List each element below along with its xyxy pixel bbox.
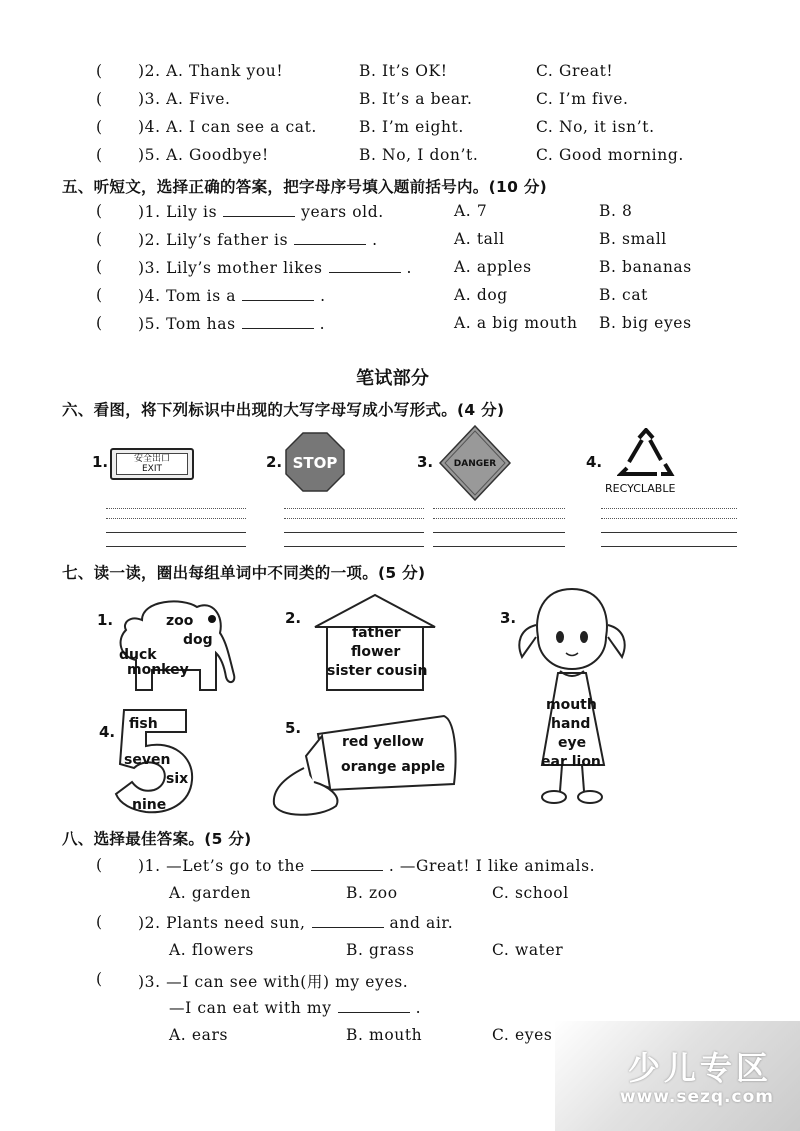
- group-number: 3.: [500, 609, 517, 627]
- writing-lines-1[interactable]: [106, 500, 246, 550]
- section8-q3-line2: —I can eat with my .: [169, 999, 422, 1017]
- section8-q3-options: A. ears B. mouth C. eyes: [169, 1026, 553, 1044]
- answer-blank[interactable]: [242, 286, 314, 301]
- stop-sign-text: STOP: [292, 454, 338, 472]
- group-number: 4.: [99, 723, 116, 741]
- answer-blank[interactable]: [294, 230, 366, 245]
- section5-item-2: ( )2. Lily’s father is . A. tall B. small: [96, 230, 667, 249]
- answer-blank[interactable]: [312, 913, 384, 928]
- section8-q2: ( )2. Plants need sun, and air.: [96, 913, 454, 932]
- section5-item-3: ( )3. Lily’s mother likes . A. apples B. bananas: [96, 258, 692, 277]
- danger-sign-text: DANGER: [453, 459, 497, 469]
- section5-item-4: ( )4. Tom is a . A. dog B. cat: [96, 286, 648, 305]
- danger-sign-icon: [439, 425, 511, 501]
- writing-lines-2[interactable]: [284, 500, 424, 550]
- group-number: 5.: [285, 719, 302, 737]
- section5-item-1: ( )1. Lily is years old. A. 7 B. 8: [96, 202, 633, 221]
- watermark: [555, 1021, 800, 1131]
- listening-item-5: ( )5. A. Goodbye! B. No, I don’t. C. Good morning.: [96, 146, 684, 164]
- group-number: 1.: [97, 611, 114, 629]
- answer-blank[interactable]: [329, 258, 401, 273]
- writing-lines-4[interactable]: [601, 500, 737, 550]
- recyclable-label: RECYCLABLE: [605, 482, 676, 495]
- answer-blank[interactable]: [242, 314, 314, 329]
- answer-blank[interactable]: [311, 856, 383, 871]
- watermark-logo: 少儿专区: [627, 1049, 772, 1087]
- section8-title: 八、选择最佳答案。(5 分): [62, 830, 252, 848]
- listening-item-3: ( )3. A. Five. B. It’s a bear. C. I’m five.: [96, 90, 629, 108]
- section8-q2-options: A. flowers B. grass C. water: [169, 941, 564, 959]
- group-number: 2.: [285, 609, 302, 627]
- section8-q3: ( )3. —I can see with(用) my eyes.: [96, 970, 409, 991]
- section7-title: 七、读一读，圈出每组单词中不同类的一项。(5 分): [62, 564, 426, 582]
- exit-sign: 安全出口 EXIT: [110, 448, 194, 480]
- watermark-url: www.sezq.com: [619, 1087, 774, 1107]
- section5-item-5: ( )5. Tom has . A. a big mouth B. big eyes: [96, 314, 692, 333]
- sign-number: 2.: [266, 453, 283, 471]
- answer-blank[interactable]: [338, 998, 410, 1013]
- sign-number: 1.: [92, 453, 109, 471]
- writing-lines-3[interactable]: [433, 500, 565, 550]
- listening-item-2: ( )2. A. Thank you! B. It’s OK! C. Great!: [96, 62, 614, 80]
- section5-title: 五、听短文，选择正确的答案，把字母序号填入题前括号内。(10 分): [62, 178, 548, 196]
- answer-blank[interactable]: [223, 202, 295, 217]
- section6-title: 六、看图，将下列标识中出现的大写字母写成小写形式。(4 分): [62, 401, 505, 419]
- sign-number: 3.: [417, 453, 434, 471]
- sign-number: 4.: [586, 453, 603, 471]
- recycle-icon: [617, 428, 675, 478]
- stop-sign-icon: [285, 432, 345, 492]
- section8-q1: ( )1. —Let’s go to the . —Great! I like animals.: [96, 856, 596, 875]
- written-part-title: 笔试部分: [356, 368, 430, 389]
- listening-item-4: ( )4. A. I can see a cat. B. I’m eight. C. No, it isn’t.: [96, 118, 655, 136]
- section8-q1-options: A. garden B. zoo C. school: [169, 884, 569, 902]
